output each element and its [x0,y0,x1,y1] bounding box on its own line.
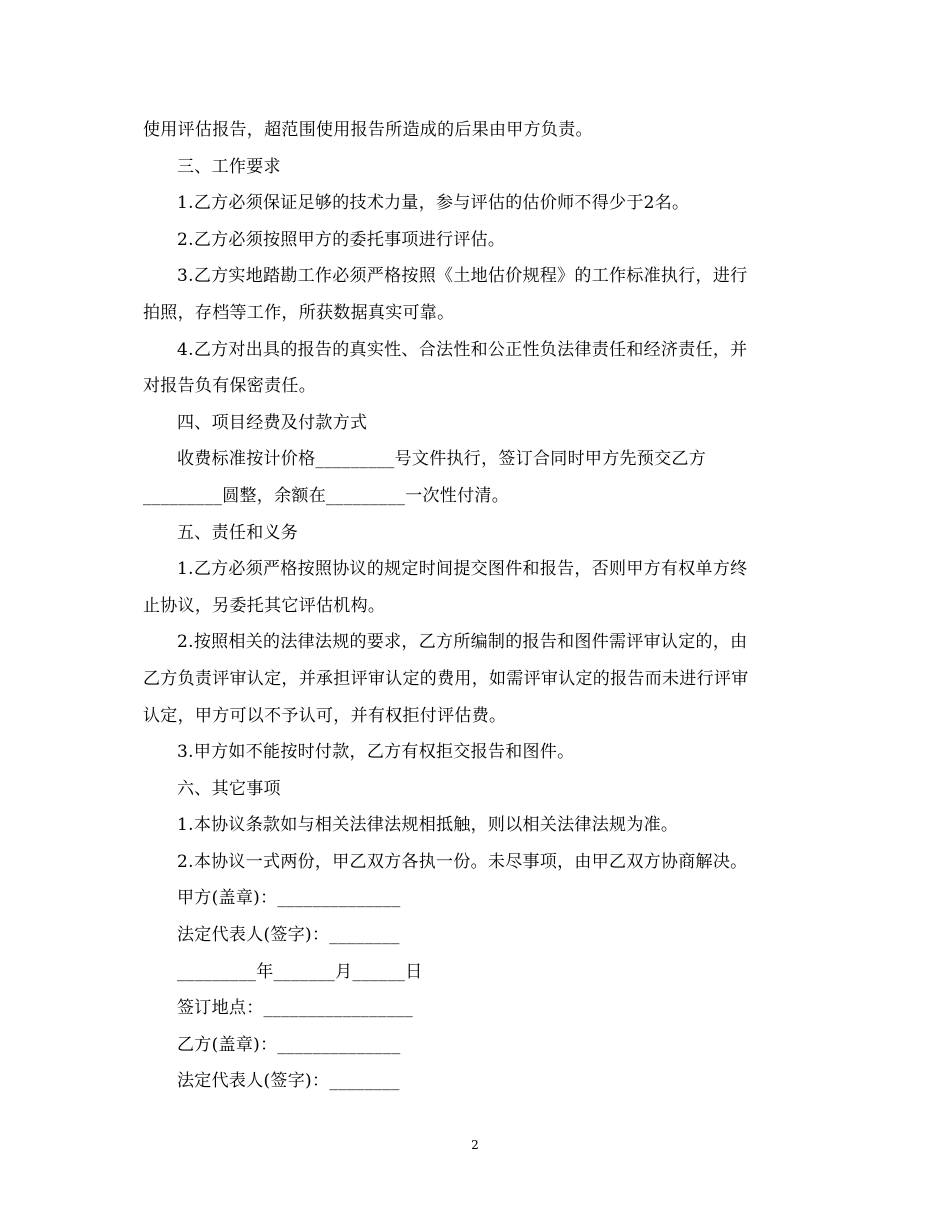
section-heading-fees-payment: 四、项目经费及付款方式 [177,412,368,433]
clause-line-continued: _________圆整，余额在_________一次性付清。 [143,485,509,506]
clause-line-continued: 止协议，另委托其它评估机构。 [143,595,386,616]
section-heading-responsibilities: 五、责任和义务 [177,522,299,543]
clause-line: 收费标准按计价格_________号文件执行，签订合同时甲方先预交乙方 [177,449,706,470]
signature-line-party-a-seal: 甲方(盖章)：______________ [177,888,401,909]
clause-line-continued: 乙方负责评审认定，并承担评审认定的费用，如需评审认定的报告而未进行评审 [143,668,749,689]
signature-line-party-b-representative: 法定代表人(签字)：________ [177,1071,400,1092]
signature-line-party-b-seal: 乙方(盖章)：______________ [177,1034,401,1055]
page-number: 2 [471,1138,479,1152]
clause-line: 2.乙方必须按照甲方的委托事项进行评估。 [177,229,506,250]
clause-line: 2.本协议一式两份，甲乙双方各执一份。未尽事项，由甲乙双方协商解决。 [177,851,748,872]
section-heading-work-requirements: 三、工作要求 [177,156,281,177]
signature-line-signing-place: 签订地点：_________________ [177,998,414,1019]
clause-line: 1.本协议条款如与相关法律法规相抵触，则以相关法律法规为准。 [177,815,679,836]
signature-line-date: _________年_______月______日 [177,961,423,982]
clause-line-continued: 认定，甲方可以不予认可，并有权拒付评估费。 [143,705,507,726]
clause-line: 4.乙方对出具的报告的真实性、合法性和公正性负法律责任和经济责任，并 [177,339,748,360]
clause-line-continued: 对报告负有保密责任。 [143,376,316,397]
text-line: 使用评估报告，超范围使用报告所造成的后果由甲方负责。 [143,120,593,140]
clause-line: 3.甲方如不能按时付款，乙方有权拒交报告和图件。 [177,742,575,763]
clause-line: 1.乙方必须保证足够的技术力量，参与评估的估价师不得少于2名。 [177,193,690,214]
section-heading-other-matters: 六、其它事项 [177,778,281,799]
document-body [143,112,803,1100]
clause-line: 1.乙方必须严格按照协议的规定时间提交图件和报告，否则甲方有权单方终 [177,559,748,580]
clause-line: 3.乙方实地踏勘工作必须严格按照《土地估价规程》的工作标准执行，进行 [177,266,748,287]
clause-line-continued: 拍照，存档等工作，所获数据真实可靠。 [143,302,455,323]
clause-line: 2.按照相关的法律法规的要求，乙方所编制的报告和图件需评审认定的，由 [177,632,748,653]
signature-line-party-a-representative: 法定代表人(签字)：________ [177,925,400,946]
